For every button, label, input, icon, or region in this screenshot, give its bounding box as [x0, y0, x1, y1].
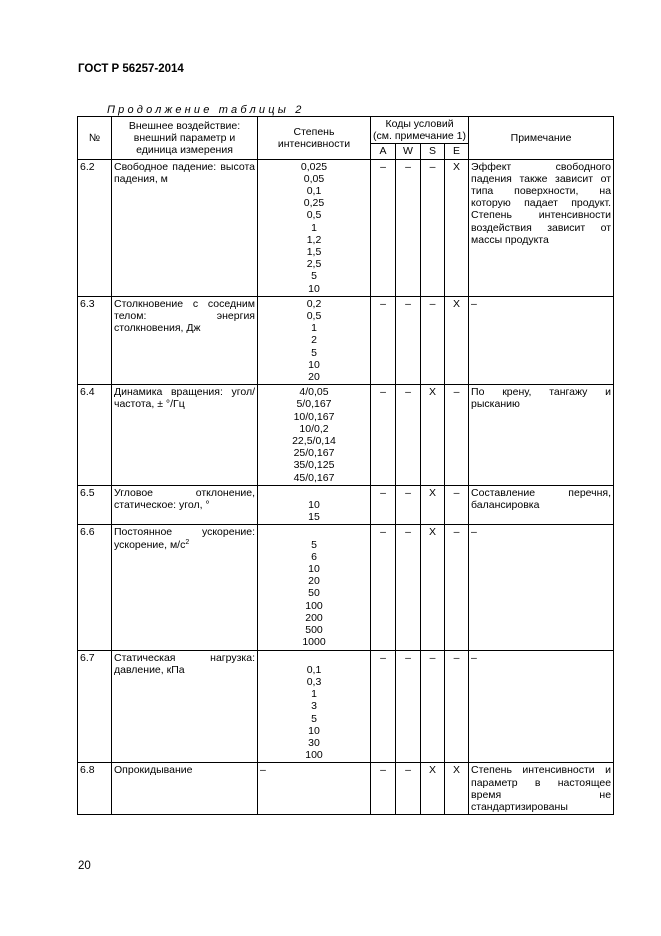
col-header-note: Примечание [469, 117, 614, 160]
table-row [78, 525, 614, 650]
intensity-value: 0,3 [306, 675, 322, 688]
intensity-value: 10 [308, 563, 320, 576]
intensity-value: 3 [311, 700, 317, 713]
row-code-a: – [371, 525, 396, 650]
row-parameter [112, 763, 258, 815]
intensity-value: 0,2 [306, 297, 322, 310]
col-header-intensity-line1: Степень [293, 125, 335, 138]
col-header-codes-line2: (см. примечание 1) [373, 130, 466, 143]
intensity-value: 35/0,125 [293, 459, 335, 472]
intensity-value: 20 [308, 575, 320, 588]
intensity-value: 1 [311, 688, 317, 701]
row-parameter-text: Опрокидывание [114, 764, 193, 777]
col-header-num: № [78, 117, 112, 160]
intensity-value: 100 [305, 599, 323, 612]
intensity-value: 10 [308, 499, 320, 512]
row-number: 6.7 [78, 650, 112, 763]
intensity-value: 200 [305, 611, 323, 624]
page-number: 20 [78, 860, 91, 872]
col-header-code-e: E [445, 144, 469, 159]
row-number: 6.3 [78, 296, 112, 384]
intensity-value: 0,25 [303, 197, 325, 210]
intensity-value: 1 [311, 221, 317, 234]
intensity-value: 2 [311, 334, 317, 347]
row-parameter-text: Динамика вращения: угол/частота, ± °/Гц [114, 386, 255, 411]
table-body [78, 159, 614, 815]
col-header-codes-line1: Коды условий [385, 118, 454, 130]
row-parameter [112, 159, 258, 296]
intensity-value: 6 [311, 550, 317, 563]
row-intensity-values [258, 296, 371, 384]
row-code-w: – [396, 485, 421, 525]
col-header-param [112, 117, 258, 160]
row-number: 6.2 [78, 159, 112, 296]
row-code-e: X [445, 159, 469, 296]
row-code-e: – [445, 525, 469, 650]
row-code-s: – [421, 296, 445, 384]
row-code-e: X [445, 296, 469, 384]
row-code-e: – [445, 385, 469, 486]
row-number: 6.4 [78, 385, 112, 486]
row-code-a: – [371, 296, 396, 384]
row-code-w: – [396, 525, 421, 650]
intensity-value: 1000 [302, 636, 326, 649]
row-parameter-text: Угловое отклонение, статическое: угол, ° [114, 486, 255, 512]
row-number: 6.6 [78, 525, 112, 650]
intensity-value: 1,5 [306, 246, 322, 259]
intensity-value: 500 [305, 624, 323, 637]
row-code-s: X [421, 763, 445, 815]
table-row [78, 159, 614, 296]
row-parameter [112, 296, 258, 384]
row-code-e: X [445, 763, 469, 815]
intensity-value: 0,025 [300, 160, 328, 173]
intensity-value: 2,5 [306, 258, 322, 271]
row-code-a: – [371, 650, 396, 763]
col-header-param-line1: Внешнее воздействие: [128, 119, 241, 132]
intensity-spacer [260, 526, 368, 538]
col-header-codes [371, 117, 469, 144]
intensity-value: 20 [308, 371, 320, 384]
row-code-w: – [396, 763, 421, 815]
intensity-value: 45/0,167 [293, 471, 335, 484]
intensity-value: 22,5/0,14 [292, 435, 336, 448]
table-row [78, 763, 614, 815]
row-intensity-values [258, 650, 371, 763]
row-intensity-values: – [258, 763, 371, 815]
row-code-s: – [421, 159, 445, 296]
intensity-spacer [260, 487, 368, 499]
row-intensity-values [258, 525, 371, 650]
intensity-value: 0,5 [306, 209, 322, 222]
table-row [78, 650, 614, 763]
row-note: – [469, 650, 614, 763]
table-row [78, 296, 614, 384]
table-row [78, 385, 614, 486]
row-note: – [469, 296, 614, 384]
row-parameter-text: Статическая нагрузка: давление, кПа [114, 651, 255, 676]
row-code-w: – [396, 296, 421, 384]
row-parameter [112, 485, 258, 525]
row-parameter [112, 385, 258, 486]
row-note: Степень интенсивности и параметр в настоящее время не стандартизированы [469, 763, 614, 815]
row-code-e: – [445, 485, 469, 525]
col-header-param-line2: внешний параметр и [133, 131, 236, 144]
row-code-w: – [396, 650, 421, 763]
row-code-s: X [421, 525, 445, 650]
intensity-value: 30 [308, 736, 320, 749]
col-header-intensity [258, 117, 371, 160]
intensity-value: 10 [308, 724, 320, 737]
intensity-value: 10/0,2 [299, 422, 329, 435]
col-header-code-a: A [371, 144, 396, 159]
row-code-w: – [396, 159, 421, 296]
intensity-value: 5 [311, 712, 317, 725]
intensity-value: 5 [311, 346, 317, 359]
col-header-intensity-line2: интенсивности [277, 137, 351, 150]
row-parameter-text: Постоянное ускорение: ускорение, м/с [114, 526, 255, 551]
row-note: – [469, 525, 614, 650]
intensity-value: 25/0,167 [293, 447, 335, 460]
row-code-a: – [371, 385, 396, 486]
intensity-value: 1 [311, 322, 317, 335]
intensity-value: 10 [308, 358, 320, 371]
col-header-code-s: S [421, 144, 445, 159]
intensity-value: 0,05 [303, 172, 325, 185]
row-code-a: – [371, 159, 396, 296]
intensity-value: 10/0,167 [293, 410, 335, 423]
row-code-s: X [421, 385, 445, 486]
intensity-value: 100 [305, 749, 323, 762]
row-intensity-values [258, 385, 371, 486]
row-note: По крену, тангажу и рысканию [469, 385, 614, 486]
intensity-value: 15 [308, 511, 320, 524]
col-header-param-line3: единица измерения [136, 143, 233, 156]
row-number: 6.5 [78, 485, 112, 525]
row-parameter [112, 525, 258, 650]
intensity-value: 0,1 [306, 185, 322, 198]
row-parameter [112, 650, 258, 763]
intensity-value: 5 [311, 270, 317, 283]
intensity-value: 0,1 [306, 663, 322, 676]
row-intensity-values [258, 485, 371, 525]
table-caption: Продолжение таблицы 2 [107, 104, 305, 116]
row-intensity-values [258, 159, 371, 296]
intensity-value: 5 [311, 538, 317, 551]
intensity-spacer [260, 652, 368, 664]
intensity-value: 10 [308, 282, 320, 295]
row-note: Составление перечня, балансировка [469, 485, 614, 525]
intensity-value: 4/0,05 [299, 386, 329, 399]
row-code-a: – [371, 763, 396, 815]
table-row [78, 485, 614, 525]
row-parameter-text: Столкновение с соседним телом: энергия столкновения, Дж [114, 297, 255, 335]
intensity-value: 50 [308, 587, 320, 600]
col-header-code-w: W [396, 144, 421, 159]
intensity-value: 1,2 [306, 233, 322, 246]
row-number: 6.8 [78, 763, 112, 815]
conditions-table [77, 116, 614, 815]
row-code-w: – [396, 385, 421, 486]
intensity-value: 0,5 [306, 310, 322, 323]
row-note: Эффект свободного падения также зависит от типа поверхности, на которую падает продукт. Степень интенсивности воздействия зависит от массы продукта [469, 159, 614, 296]
document-header: ГОСТ Р 56257-2014 [78, 63, 184, 75]
row-code-e: – [445, 650, 469, 763]
intensity-value: 5/0,167 [296, 398, 332, 411]
row-code-s: – [421, 650, 445, 763]
row-code-s: X [421, 485, 445, 525]
row-parameter-text: Свободное падение: высота падения, м [114, 160, 255, 185]
row-code-a: – [371, 485, 396, 525]
row-parameter-superscript: 2 [185, 538, 190, 546]
